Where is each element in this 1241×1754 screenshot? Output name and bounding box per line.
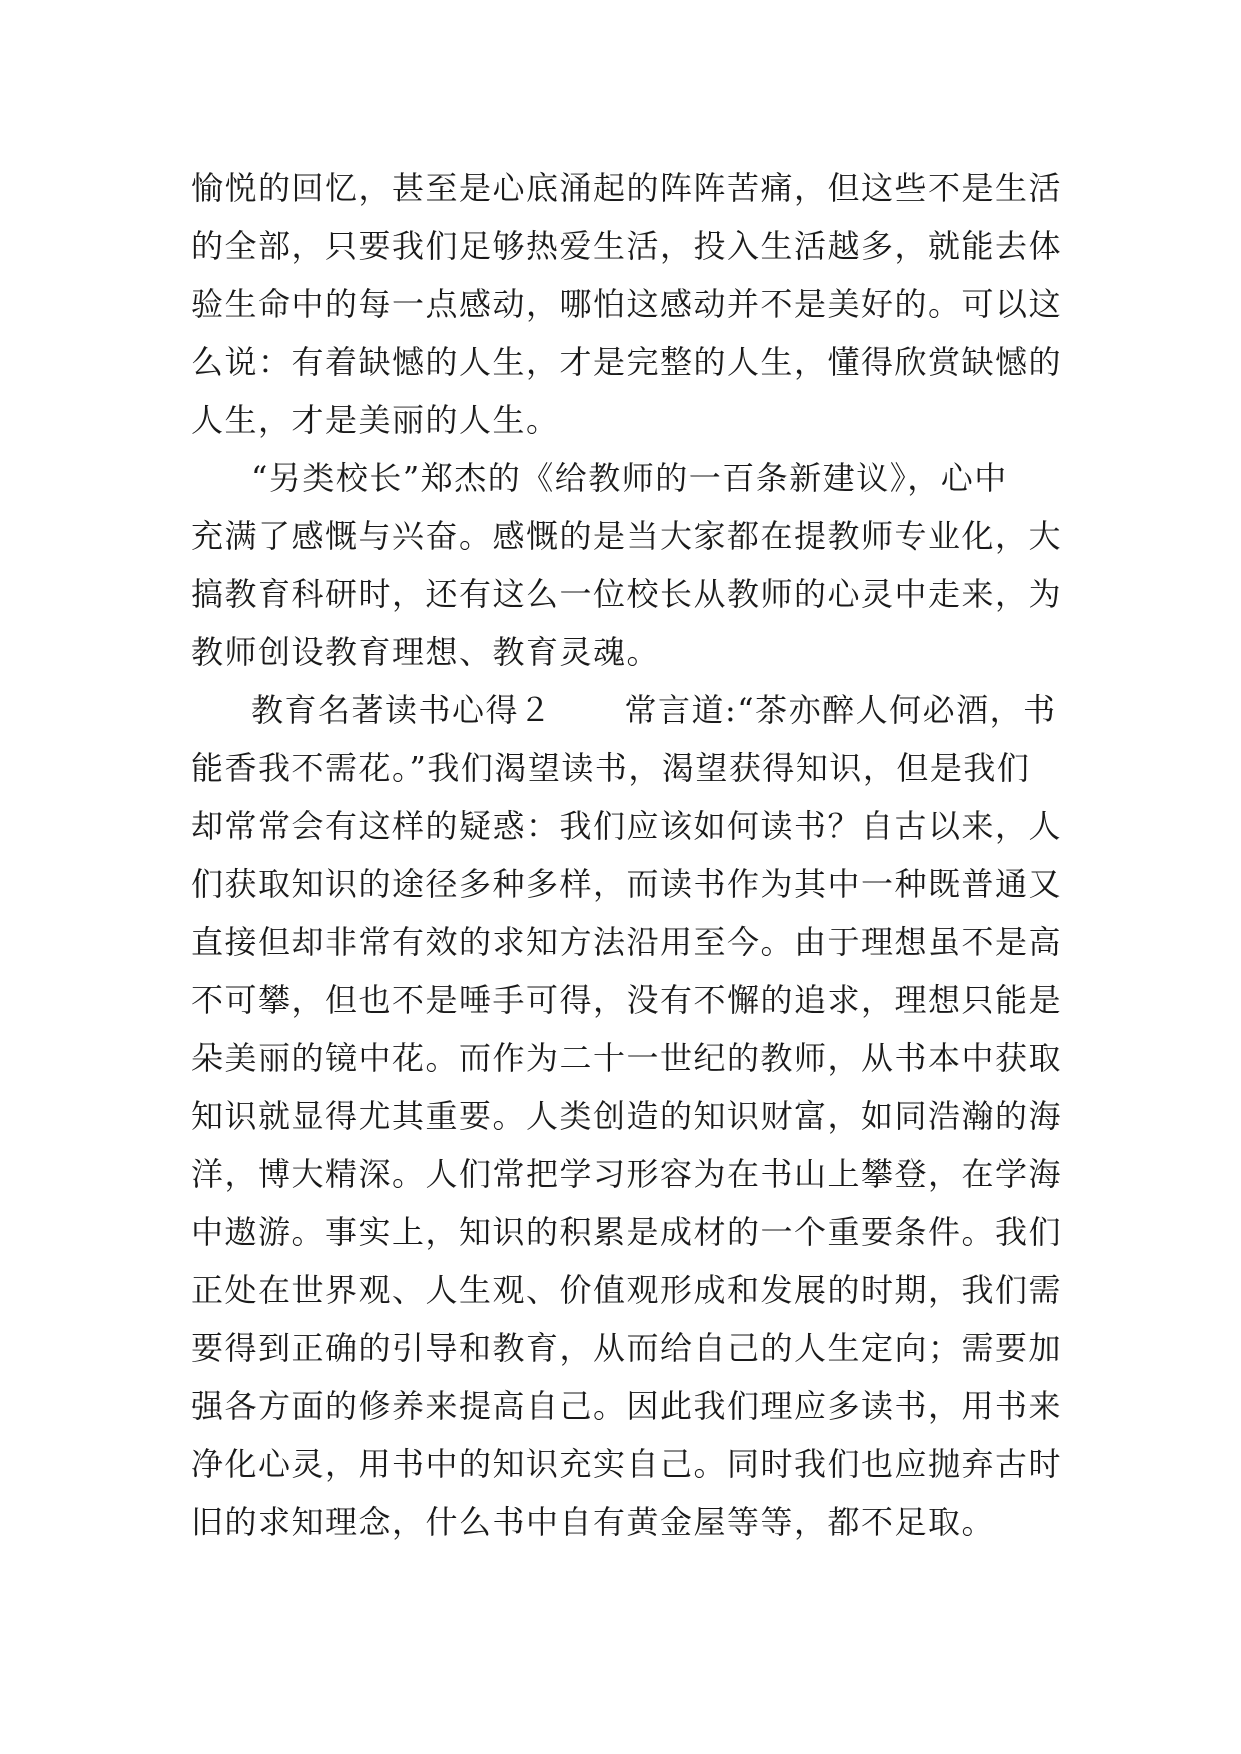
text-line: 直接但却非常有效的求知方法沿用至今。由于理想虽不是高 xyxy=(191,923,1063,961)
section-heading-line xyxy=(191,681,1057,739)
text-line: 洋，博大精深。人们常把学习形容为在书山上攀登，在学海 xyxy=(191,1155,1063,1193)
text-line: 验生命中的每一点感动，哪怕这感动并不是美好的。可以这 xyxy=(191,285,1063,323)
text-line: 知识就显得尤其重要。人类创造的知识财富，如同浩瀚的海 xyxy=(191,1097,1063,1135)
text-line: 正处在世界观、人生观、价值观形成和发展的时期，我们需 xyxy=(191,1271,1063,1309)
text-line: 教师创设教育理想、教育灵魂。 xyxy=(191,633,661,671)
text-line: 要得到正确的引导和教育，从而给自己的人生定向；需要加 xyxy=(191,1329,1063,1367)
text-line: 充满了感慨与兴奋。感慨的是当大家都在提教师专业化，大 xyxy=(191,517,1063,555)
text-line: 旧的求知理念，什么书中自有黄金屋等等，都不足取。 xyxy=(191,1503,996,1541)
text-line: 却常常会有这样的疑惑：我们应该如何读书？自古以来，人 xyxy=(191,807,1063,845)
text-line: 的全部，只要我们足够热爱生活，投入生活越多，就能去体 xyxy=(191,227,1063,265)
text-line: 常言道:“茶亦醉人何必酒，书 xyxy=(624,691,1057,729)
text-line: 不可攀，但也不是唾手可得，没有不懈的追求，理想只能是 xyxy=(191,981,1063,1019)
text-line: 净化心灵，用书中的知识充实自己。同时我们也应抛弃古时 xyxy=(191,1445,1063,1483)
body-text xyxy=(191,159,1063,1551)
text-line: 们获取知识的途径多种多样，而读书作为其中一种既普通又 xyxy=(191,865,1063,903)
text-line: 朵美丽的镜中花。而作为二十一世纪的教师，从书本中获取 xyxy=(191,1039,1063,1077)
text-line: 人生，才是美丽的人生。 xyxy=(191,401,560,439)
text-line: 愉悦的回忆，甚至是心底涌起的阵阵苦痛，但这些不是生活 xyxy=(191,169,1063,207)
text-line: 能香我不需花。”我们渴望读书，渴望获得知识，但是我们 xyxy=(191,749,1031,787)
text-line: 强各方面的修养来提高自己。因此我们理应多读书，用书来 xyxy=(191,1387,1063,1425)
text-line: 中遨游。事实上，知识的积累是成材的一个重要条件。我们 xyxy=(191,1213,1063,1251)
text-line: 么说：有着缺憾的人生，才是完整的人生，懂得欣赏缺憾的 xyxy=(191,343,1063,381)
text-line: 搞教育科研时，还有这么一位校长从教师的心灵中走来，为 xyxy=(191,575,1063,613)
section-heading: 教育名著读书心得２ xyxy=(251,691,553,729)
text-line: “另类校长”郑杰的《给教师的一百条新建议》，心中 xyxy=(251,459,1008,497)
